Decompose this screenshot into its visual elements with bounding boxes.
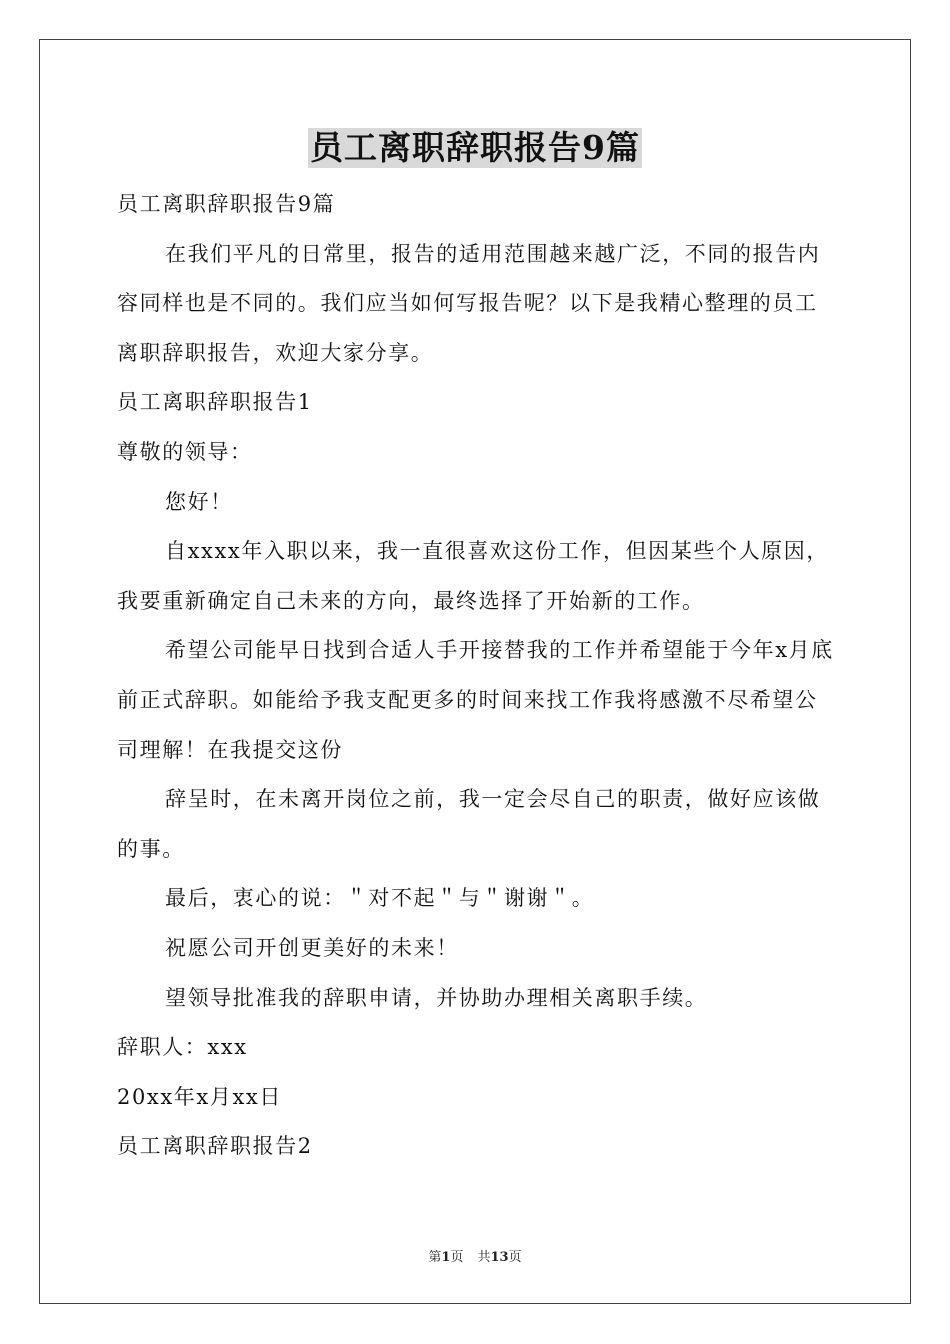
paragraph: 在我们平凡的日常里，报告的适用范围越来越广泛，不同的报告内容同样也是不同的。我们应当如何写报告呢？以下是我精心整理的员工离职辞职报告，欢迎大家分享。 [117,241,821,365]
paragraph: 辞呈时，在未离开岗位之前，我一定会尽自己的职责，做好应该做的事。 [117,787,821,861]
paragraph: 祝愿公司开创更美好的未来！ [165,935,459,960]
document-title-wrap [0,128,950,168]
paragraph: 您好！ [165,489,233,514]
paragraph: 员工离职辞职报告2 [117,1134,313,1159]
paragraph: 自xxxx年入职以来，我一直很喜欢这份工作，但因某些个人原因，我要重新确定自己未来的方向，最终选择了开始新的工作。 [117,539,829,613]
page-footer [0,1246,950,1265]
paragraph: 最后，衷心的说：＂对不起＂与＂谢谢＂。 [165,886,595,911]
paragraph: 辞职人：xxx [117,1035,248,1060]
document-title: 员工离职辞职报告9篇 [310,128,640,167]
paragraph: 希望公司能早日找到合适人手开接替我的工作并希望能于今年x月底前正式辞职。如能给予我支配更多的时间来找工作我将感激不尽希望公司理解！在我提交这份 [117,638,834,762]
total-prefix: 共 [477,1250,491,1265]
paragraph: 员工离职辞职报告1 [117,390,313,415]
page-suffix: 页 [450,1250,464,1265]
page-current: 1 [441,1250,451,1265]
document-body [117,180,835,1172]
paragraph: 尊敬的领导： [117,439,253,464]
paragraph: 员工离职辞职报告9篇 [117,192,336,216]
total-suffix: 页 [508,1250,522,1265]
paragraph: 20xx年x月xx日 [117,1084,282,1109]
page-total: 13 [490,1250,509,1265]
paragraph: 望领导批准我的辞职申请，并协助办理相关离职手续。 [165,985,708,1010]
page-prefix: 第 [428,1250,442,1265]
